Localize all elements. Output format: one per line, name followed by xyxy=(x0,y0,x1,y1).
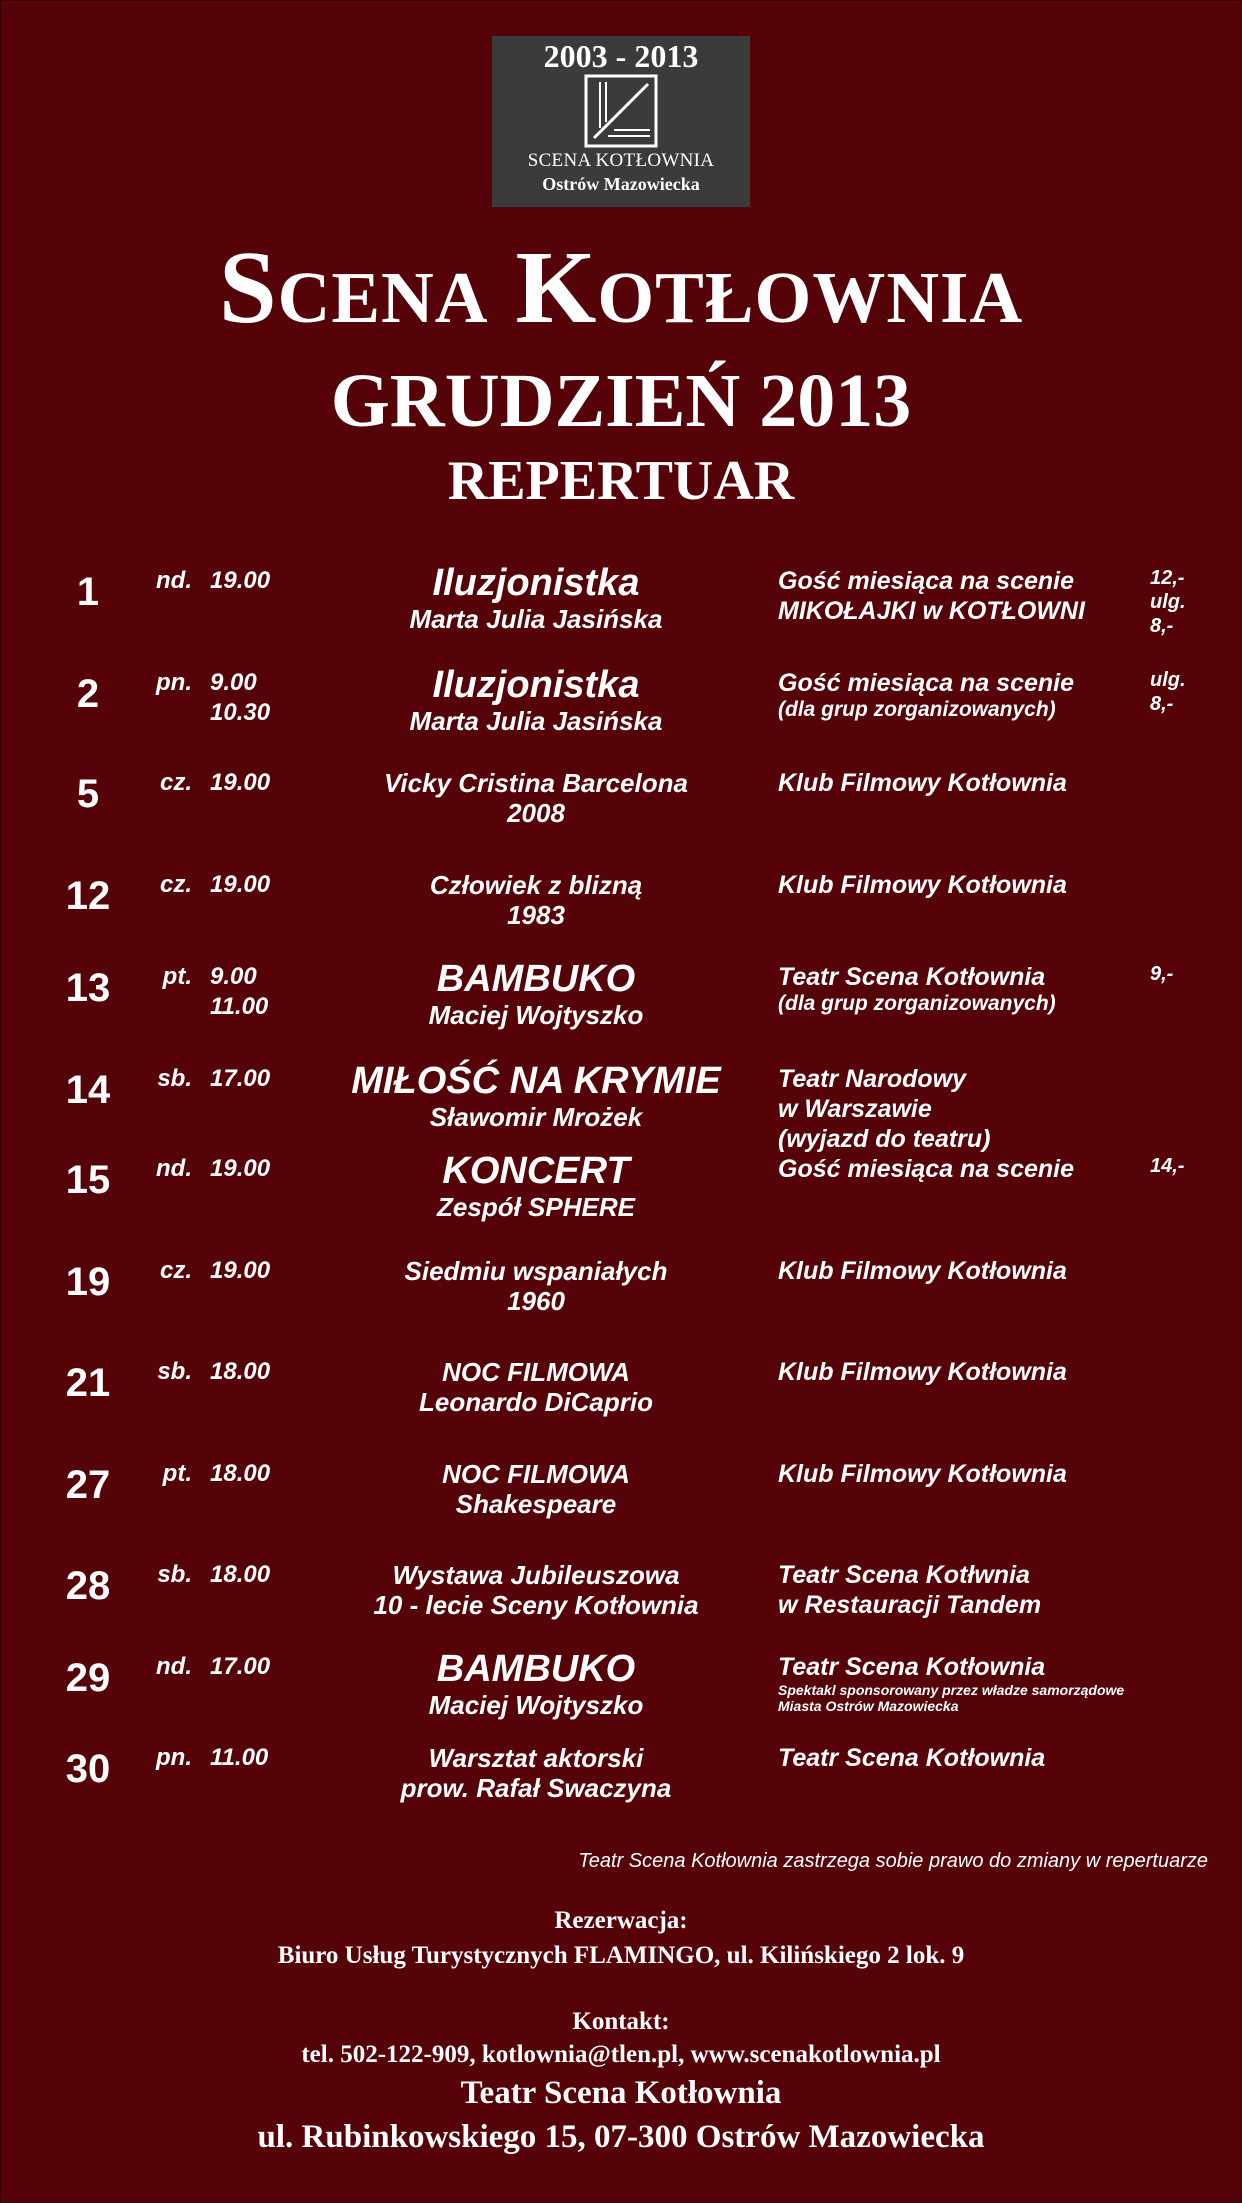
repertoire-heading: REPERTUAR xyxy=(447,450,795,512)
event-weekday: cz. xyxy=(159,1257,192,1284)
contact-label: Kontakt: xyxy=(572,2008,670,2035)
event-subtitle: 2008 xyxy=(507,798,565,828)
event-venue-note: (dla grup zorganizowanych) xyxy=(778,698,1056,721)
event-venue: Teatr Scena Kotłownia xyxy=(778,1653,1046,1681)
event-day: 28 xyxy=(65,1564,111,1608)
event-weekday: pt. xyxy=(162,963,192,990)
event-time: 17.00 xyxy=(210,1653,271,1680)
event-subtitle: 1960 xyxy=(507,1286,565,1316)
disclaimer: Teatr Scena Kotłownia zastrzega sobie prawo do zmiany w repertuarze xyxy=(578,1850,1208,1872)
event-venue: Gość miesiąca na scenie xyxy=(778,567,1075,595)
event-subtitle: Marta Julia Jasińska xyxy=(409,706,663,736)
event-day: 13 xyxy=(65,966,111,1010)
event-time: 18.00 xyxy=(210,1358,271,1385)
event-subtitle: Sławomir Mrożek xyxy=(429,1102,643,1132)
event-title: MIŁOŚĆ NA KRYMIE xyxy=(351,1060,721,1102)
event-weekday: nd. xyxy=(156,1155,192,1182)
event-title: BAMBUKO xyxy=(436,958,636,1000)
theatre-address: ul. Rubinkowskiego 15, 07-300 Ostrów Mazowiecka xyxy=(257,2119,985,2155)
event-sponsor-note: Spektakl sponsorowany przez władze samorządowe Miasta Ostrów Mazowiecka xyxy=(778,1682,1125,1714)
reservation-label: Rezerwacja: xyxy=(554,1907,688,1934)
event-weekday: sb. xyxy=(157,1065,192,1092)
event-venue-line2: w Warszawie xyxy=(778,1095,932,1123)
event-day: 14 xyxy=(65,1068,111,1112)
event-title: KONCERT xyxy=(442,1150,630,1192)
event-day: 30 xyxy=(65,1747,111,1791)
event-time: 9.00 10.30 xyxy=(210,669,271,726)
event-title: Siedmiu wspaniałych xyxy=(404,1256,668,1286)
event-day: 12 xyxy=(65,874,111,918)
event-subtitle: Maciej Wojtyszko xyxy=(428,1690,644,1720)
page-title: Scena Kotłownia xyxy=(218,230,1024,345)
event-title: NOC FILMOWA xyxy=(442,1357,630,1387)
event-subtitle: prow. Rafał Swaczyna xyxy=(400,1773,672,1803)
anniversary-logo xyxy=(492,36,750,207)
event-time: 17.00 xyxy=(210,1065,271,1092)
event-venue: Teatr Narodowy xyxy=(778,1065,967,1093)
event-title: NOC FILMOWA xyxy=(442,1459,630,1489)
event-day: 29 xyxy=(65,1656,111,1700)
event-day: 1 xyxy=(76,570,100,614)
logo-mark-icon xyxy=(584,74,658,148)
event-title: Warsztat aktorski xyxy=(428,1743,644,1773)
event-venue: Klub Filmowy Kotłownia xyxy=(778,871,1067,899)
event-price: ulg. 8,- xyxy=(1150,669,1186,715)
event-weekday: pn. xyxy=(156,1744,192,1771)
event-weekday: pn. xyxy=(156,669,192,696)
event-subtitle: 10 - lecie Sceny Kotłownia xyxy=(373,1590,699,1620)
reservation-text: Biuro Usług Turystycznych FLAMINGO, ul. Kilińskiego 2 lok. 9 xyxy=(277,1942,965,1969)
event-day: 5 xyxy=(76,772,100,816)
event-venue: Gość miesiąca na scenie xyxy=(778,669,1075,697)
event-time: 19.00 xyxy=(210,769,271,796)
event-time: 9.00 11.00 xyxy=(210,963,269,1020)
event-venue: Klub Filmowy Kotłownia xyxy=(778,1358,1067,1386)
event-weekday: pt. xyxy=(162,1460,192,1487)
event-title: Wystawa Jubileuszowa xyxy=(392,1560,680,1590)
event-day: 27 xyxy=(65,1463,111,1507)
event-title: Vicky Cristina Barcelona xyxy=(384,768,688,798)
event-venue: Gość miesiąca na scenie xyxy=(778,1155,1075,1183)
event-subtitle: Shakespeare xyxy=(455,1489,617,1519)
event-time: 18.00 xyxy=(210,1460,271,1487)
event-weekday: nd. xyxy=(156,1653,192,1680)
event-venue-line3: (wyjazd do teatru) xyxy=(778,1125,991,1153)
month-heading: GRUDZIEŃ 2013 xyxy=(330,359,912,443)
event-venue: Teatr Scena Kotłownia xyxy=(778,963,1046,991)
event-subtitle: Marta Julia Jasińska xyxy=(409,604,663,634)
logo-city: Ostrów Mazowiecka xyxy=(542,174,700,194)
event-weekday: nd. xyxy=(156,567,192,594)
event-price: 12,- ulg. 8,- xyxy=(1150,567,1186,637)
logo-name: SCENA KOTŁOWNIA xyxy=(527,150,715,171)
contact-text: tel. 502-122-909, kotlownia@tlen.pl, www.scenakotlownia.pl xyxy=(301,2041,941,2068)
event-subtitle: Zespół SPHERE xyxy=(437,1192,635,1222)
event-price: 14,- xyxy=(1150,1155,1185,1177)
event-weekday: cz. xyxy=(159,769,192,796)
theatre-name: Teatr Scena Kotłownia xyxy=(460,2075,782,2111)
event-title: Iluzjonistka xyxy=(432,562,640,604)
event-weekday: cz. xyxy=(159,871,192,898)
event-subtitle: Maciej Wojtyszko xyxy=(428,1000,644,1030)
event-weekday: sb. xyxy=(157,1561,192,1588)
event-weekday: sb. xyxy=(157,1358,192,1385)
event-day: 2 xyxy=(76,672,100,716)
event-time: 19.00 xyxy=(210,567,271,594)
event-venue-note: (dla grup zorganizowanych) xyxy=(778,992,1056,1015)
event-time: 19.00 xyxy=(210,1257,271,1284)
event-venue: Klub Filmowy Kotłownia xyxy=(778,1257,1067,1285)
event-time: 19.00 xyxy=(210,1155,271,1182)
event-subtitle: Leonardo DiCaprio xyxy=(418,1387,653,1417)
event-day: 21 xyxy=(65,1361,111,1405)
event-venue: Teatr Scena Kotłownia xyxy=(778,1744,1046,1772)
event-day: 15 xyxy=(65,1158,111,1202)
event-subtitle: 1983 xyxy=(507,900,565,930)
event-venue-line2: MIKOŁAJKI w KOTŁOWNI xyxy=(778,597,1085,625)
event-title: Iluzjonistka xyxy=(432,664,640,706)
event-venue-line2: w Restauracji Tandem xyxy=(778,1591,1042,1619)
event-day: 19 xyxy=(65,1260,111,1304)
event-time: 19.00 xyxy=(210,871,271,898)
event-title: BAMBUKO xyxy=(436,1648,636,1690)
event-time: 11.00 xyxy=(210,1744,269,1771)
event-venue: Klub Filmowy Kotłownia xyxy=(778,769,1067,797)
event-venue: Klub Filmowy Kotłownia xyxy=(778,1460,1067,1488)
event-venue: Teatr Scena Kotłwnia xyxy=(778,1561,1030,1589)
logo-years: 2003 - 2013 xyxy=(543,38,699,74)
event-title: Człowiek z blizną xyxy=(429,870,643,900)
event-time: 18.00 xyxy=(210,1561,271,1588)
event-price: 9,- xyxy=(1150,963,1174,985)
